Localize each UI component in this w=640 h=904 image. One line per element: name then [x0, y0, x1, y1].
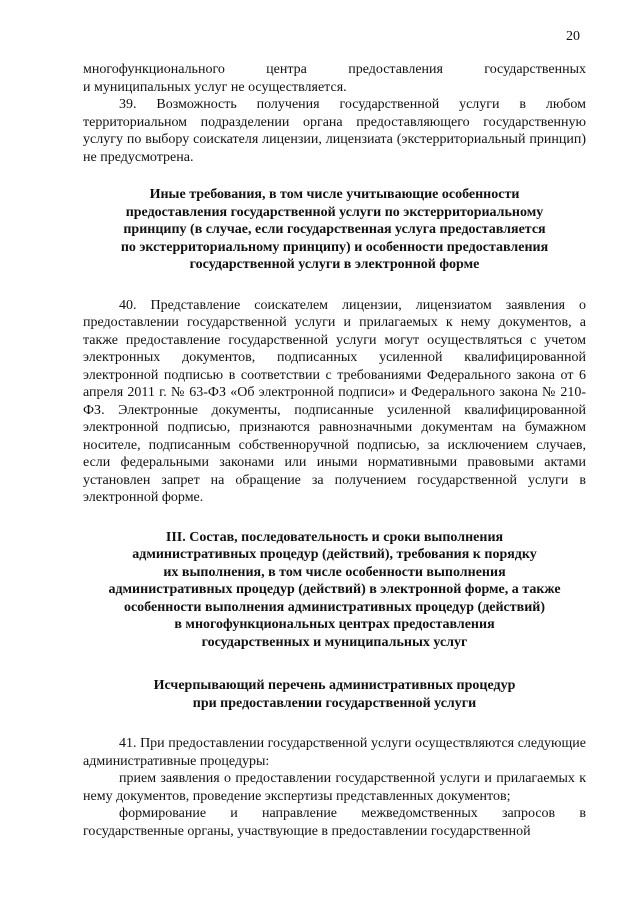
- text-line: и муниципальных услуг не осуществляется.: [83, 79, 347, 95]
- heading-line: при предоставлении государственной услуги: [192, 695, 477, 711]
- paragraph-41: 41. При предоставлении государственной услуги осуществляются следующие административные процедуры:: [83, 736, 586, 769]
- text-line: многофункционального центра предоставления государственных: [83, 62, 586, 77]
- page-number: 20: [566, 29, 580, 44]
- heading-line: по экстерриториальному принципу) и особенности предоставления: [120, 239, 549, 255]
- procedure-item: формирование и направление межведомственных запросов в государственные органы, участвующие в предоставлении государственной: [83, 806, 586, 839]
- paragraph-39: 39. Возможность получения государственной услуги в любом территориальном подразделении органа предоставляющего государственную услугу по выбору соискателя лицензии, лицензиата (экстерриториальный принцип) не предусмотрена.: [83, 97, 586, 165]
- heading-line: их выполнения, в том числе особенности выполнения: [163, 564, 506, 580]
- heading-line: административных процедур (действий), требования к порядку: [132, 547, 537, 562]
- section-heading-other-requirements: [83, 186, 586, 274]
- heading-line: Исчерпывающий перечень административных процедур: [153, 678, 516, 693]
- heading-line: Иные требования, в том числе учитывающие особенности: [149, 187, 520, 202]
- paragraph-40: 40. Представление соискателем лицензии, лицензиатом заявления о предоставлении государственной услуги и прилагаемых к нему документов, а также предоставление государственной услуги могут осуществляться с учетом электронных документов, подписанных усиленной квалифицированной электронной подписью в соответствии с требованиями Федерального закона от 6 апреля 2011 г. № 63-ФЗ «Об электронной подписи» и Федерального закона № 210-ФЗ. Электронные документы, подписанные усиленной квалифицированной электронной подписью, признаются равнозначными документам на бумажном носителе, подписанным собственноручной подписью, за исключением случаев, если федеральными законами или иными нормативными правовыми актами установлен запрет на обращение за получением государственной услуги в электронной форме.: [83, 297, 586, 505]
- subsection-heading-procedures: [83, 677, 586, 712]
- heading-line: в многофункциональных центрах предоставления: [174, 617, 495, 632]
- heading-line: предоставления государственной услуги по экстерриториальному: [125, 204, 544, 220]
- heading-line: особенности выполнения административных процедур (действий): [123, 599, 546, 615]
- heading-line: государственной услуги в электронной форме: [189, 257, 480, 272]
- heading-line: III. Состав, последовательность и сроки выполнения: [165, 529, 504, 545]
- heading-line: принципу (в случае, если государственная услуга предоставляется: [123, 222, 546, 237]
- document-body: [83, 61, 586, 840]
- heading-line: административных процедур (действий) в электронной форме, а также: [108, 582, 561, 597]
- section-heading-iii: [83, 529, 586, 652]
- heading-line: государственных и муниципальных услуг: [201, 634, 468, 650]
- procedure-item: прием заявления о предоставлении государственной услуги и прилагаемых к нему документов, проведение экспертизы представленных документов;: [83, 771, 586, 804]
